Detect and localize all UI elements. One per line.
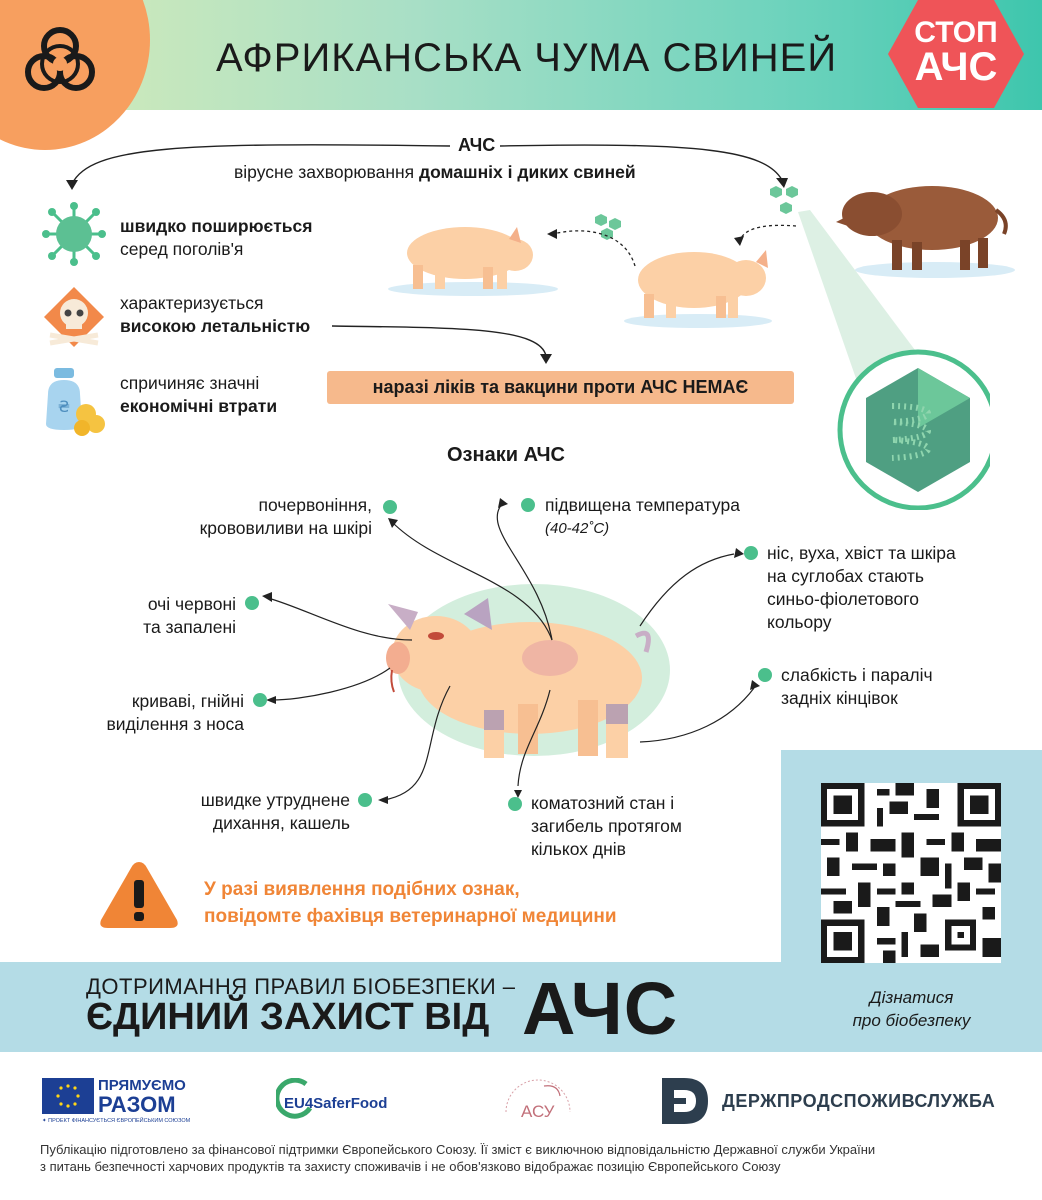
biosecurity-line1: ДОТРИМАННЯ ПРАВИЛ БІОБЕЗПЕКИ –: [86, 974, 516, 999]
bullet-cyanosis: [744, 546, 758, 560]
virus-zoom-illustration: [780, 200, 990, 510]
money-bag-icon: [42, 366, 108, 438]
dps-logo-icon: [662, 1078, 708, 1124]
bullet-nasal: [253, 693, 267, 707]
fact-spread: [120, 215, 312, 261]
sign-weakness-line2: задніх кінцівок: [781, 688, 898, 708]
sign-eyes-line2: та запалені: [143, 617, 236, 637]
intro-abbr: АЧС: [458, 135, 496, 155]
virus-icon: [42, 202, 106, 266]
signs-heading: Ознаки АЧС: [447, 444, 565, 466]
intro-definition-bold: домашніх і диких свиней: [418, 162, 636, 182]
sign-cyanosis: [767, 542, 956, 634]
bullet-skin: [383, 500, 397, 514]
publication-disclaimer: [40, 1141, 875, 1175]
biohazard-icon: [18, 18, 102, 102]
domestic-pig-illustration: [395, 215, 545, 295]
stop-label: [886, 16, 1026, 89]
sign-breathing-line1: швидке утруднене: [200, 790, 350, 810]
sign-skin: [150, 494, 372, 540]
eu-flag-icon: [42, 1078, 94, 1114]
sign-coma-line1: коматозний стан і: [531, 793, 675, 813]
sign-nasal: [60, 690, 244, 736]
fact-spread-line2: серед поголів'я: [120, 239, 244, 259]
sign-nasal-line2: виділення з носа: [106, 714, 244, 734]
no-cure-callout: наразі ліків та вакцини проти АЧС НЕМАЄ: [327, 371, 794, 404]
sign-temperature: [545, 494, 740, 540]
bullet-eyes: [245, 596, 259, 610]
pryamuyemo-logo: [98, 1078, 186, 1116]
publication-line1: Публікацію підготовлено за фінансової підтримки Європейського Союзу. Її зміст є виключною відповідальністю Державної служби України: [40, 1142, 876, 1157]
fact-economic: [120, 372, 277, 418]
sign-cyanosis-line1: ніс, вуха, хвіст та шкіра: [767, 543, 956, 563]
sign-coma-line2: загибель протягом: [531, 816, 682, 836]
pryamuyemo-line1: ПРЯМУЄМО: [98, 1077, 186, 1094]
sign-cyanosis-line4: кольору: [767, 612, 832, 632]
sign-temperature-line1: підвищена температура: [545, 495, 740, 515]
warning-line2: повідомте фахівця ветеринарної медицини: [204, 906, 617, 927]
dps-logo: ДЕРЖПРОДСПОЖИВСЛУЖБА: [722, 1091, 996, 1111]
bullet-coma: [508, 797, 522, 811]
sign-cyanosis-line2: на суглобах стають: [767, 566, 925, 586]
asu-logo: АСУ: [521, 1102, 555, 1121]
biosecurity-line2: ЄДИНИЙ ЗАХИСТ ВІД: [86, 996, 490, 1038]
fact-lethality-line1: характеризується: [120, 293, 264, 313]
intro-arrows: [60, 136, 810, 196]
sign-weakness: [781, 664, 933, 710]
sign-coma: [531, 792, 682, 861]
fact-lethality: [120, 292, 310, 338]
bullet-weakness: [758, 668, 772, 682]
warning-line1: У разі виявлення подібних ознак,: [204, 879, 520, 900]
sign-nasal-line1: криваві, гнійні: [131, 691, 244, 711]
sign-cyanosis-line3: синьо-фіолетового: [767, 589, 919, 609]
eu4saferfood-logo: EU4SaferFood: [284, 1095, 388, 1112]
sign-coma-line3: кількох днів: [531, 839, 626, 859]
pryamuyemo-sub: ✦ ПРОЕКТ ФІНАНСУЄТЬСЯ ЄВРОПЕЙСЬКИМ СОЮЗОМ: [42, 1118, 191, 1124]
sign-eyes: [100, 593, 236, 639]
sign-weakness-line1: слабкість і параліч: [781, 665, 933, 685]
fact-spread-line1: швидко поширюється: [120, 216, 313, 236]
intro-definition-plain: вірусне захворювання: [234, 162, 419, 182]
learn-more: [781, 986, 1042, 1032]
skull-icon: [42, 285, 106, 349]
fact-economic-line1: спричиняє значні: [120, 373, 260, 393]
svg-text:₴: ₴: [57, 397, 71, 416]
sign-breathing: [140, 789, 350, 835]
sign-breathing-line2: дихання, кашель: [212, 813, 350, 833]
fact-lethality-line2: високою летальністю: [120, 316, 311, 336]
stop-line1: СТОП: [914, 16, 998, 49]
domestic-pig-illustration-2: [628, 240, 778, 324]
sign-skin-line1: почервоніння,: [258, 495, 372, 515]
warning-message: [204, 876, 617, 930]
lethality-arrow: [330, 318, 560, 368]
sign-temperature-line2: (40-42˚C): [545, 520, 610, 537]
qr-code[interactable]: [821, 783, 1001, 963]
learn-line2: про біобезпеку: [852, 1011, 971, 1030]
sign-eyes-line1: очі червоні: [147, 594, 236, 614]
page-title: АФРИКАНСЬКА ЧУМА СВИНЕЙ: [216, 36, 838, 80]
fact-economic-line2: економічні втрати: [120, 396, 278, 416]
warning-icon: [98, 858, 180, 930]
bullet-temperature: [521, 498, 535, 512]
pryamuyemo-line2: РАЗОМ: [98, 1092, 176, 1117]
biosecurity-big: АЧС: [522, 967, 679, 1050]
stop-line2: АЧС: [914, 45, 998, 89]
learn-line1: Дізнатися: [869, 988, 954, 1007]
sign-skin-line2: крововиливи на шкірі: [199, 518, 372, 538]
bullet-breathing: [358, 793, 372, 807]
publication-line2: з питань безпечності харчових продуктів та захисту споживачів і не обов'язково відображає позицію Європейського Союзу: [40, 1159, 781, 1174]
